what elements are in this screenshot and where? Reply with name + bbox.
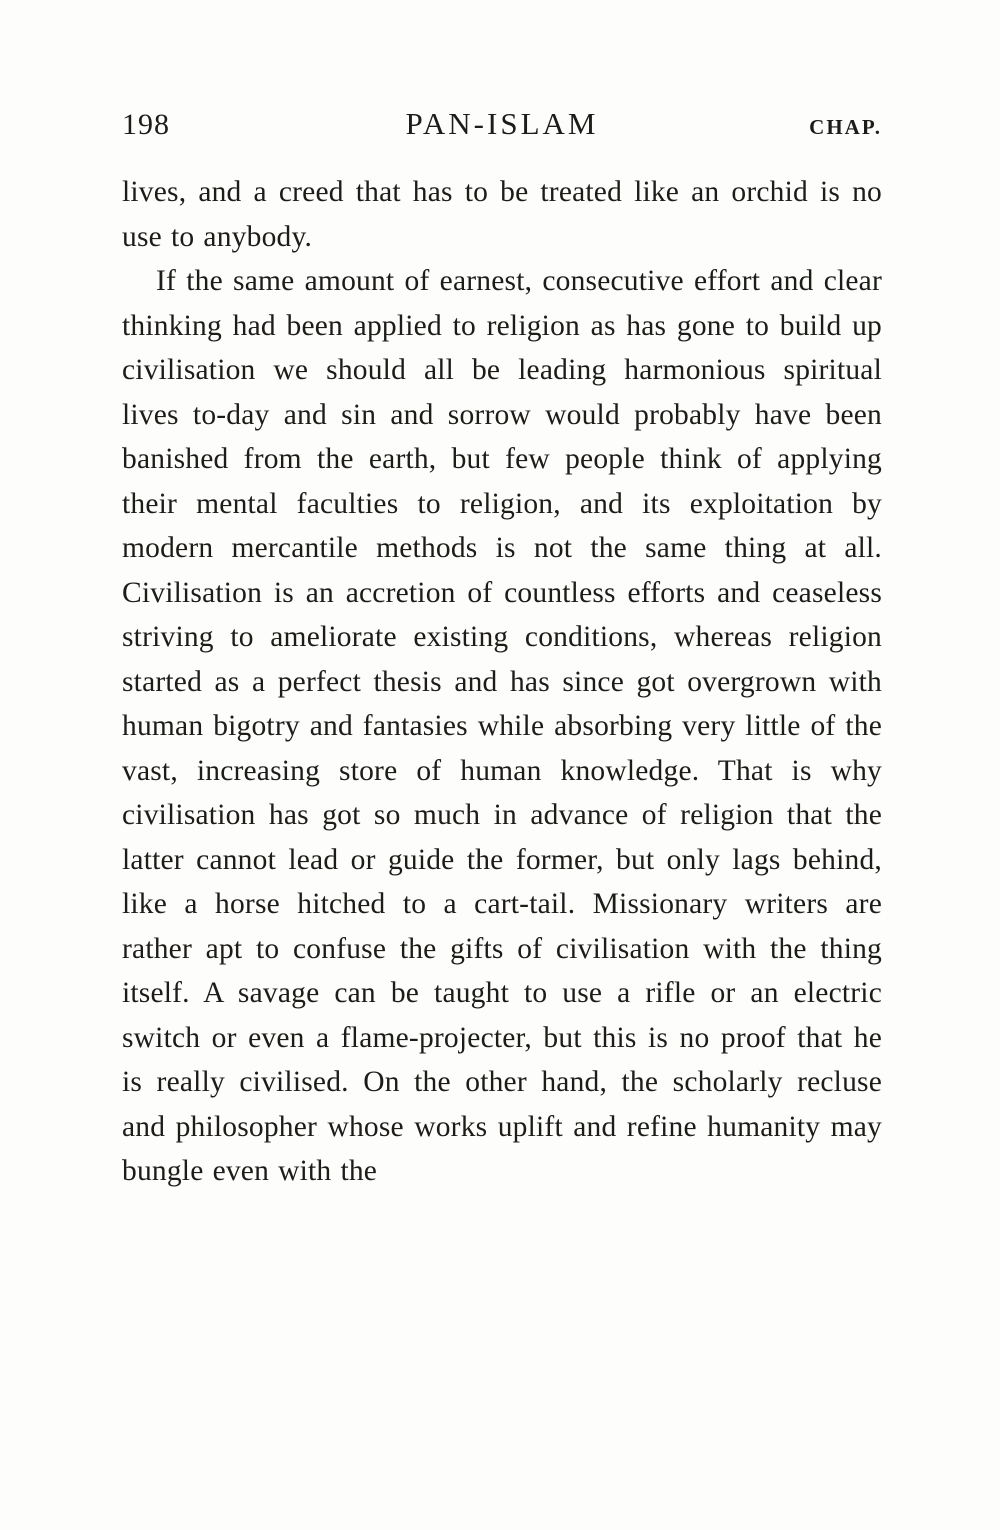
page-body (122, 170, 882, 1194)
page-number: 198 (122, 108, 170, 141)
chapter-label: CHAP. (809, 115, 882, 139)
running-title: PAN-ISLAM (405, 106, 599, 141)
paragraph: lives, and a creed that has to be treated like an orchid is no use to anybody. (122, 176, 882, 253)
paragraph: If the same amount of earnest, consecutive effort and clear thinking had been applied to religion as has gone to build up civilisation we should all be leading harmonious spiritual lives to-day and sin and sorrow would probably have been banished from the earth, but few people think of applying their mental faculties to religion, and its exploitation by modern mercantile methods is not the same thing at all. Civilisation is an accretion of countless efforts and ceaseless striving to ameliorate existing conditions, whereas religion started as a perfect thesis and has since got overgrown with human bigotry and fantasies while absorbing very little of the vast, increasing store of human knowledge. That is why civilisation has got so much in advance of religion that the latter cannot lead or guide the former, but only lags behind, like a horse hitched to a cart-tail. Missionary writers are rather apt to confuse the gifts of civilisation with the thing itself. A savage can be taught to use a rifle or an electric switch or even a flame-projecter, but this is no proof that he is really civilised. On the other hand, the scholarly recluse and philosopher whose works uplift and refine humanity may bungle even with the (122, 265, 882, 1187)
running-header (122, 106, 882, 142)
